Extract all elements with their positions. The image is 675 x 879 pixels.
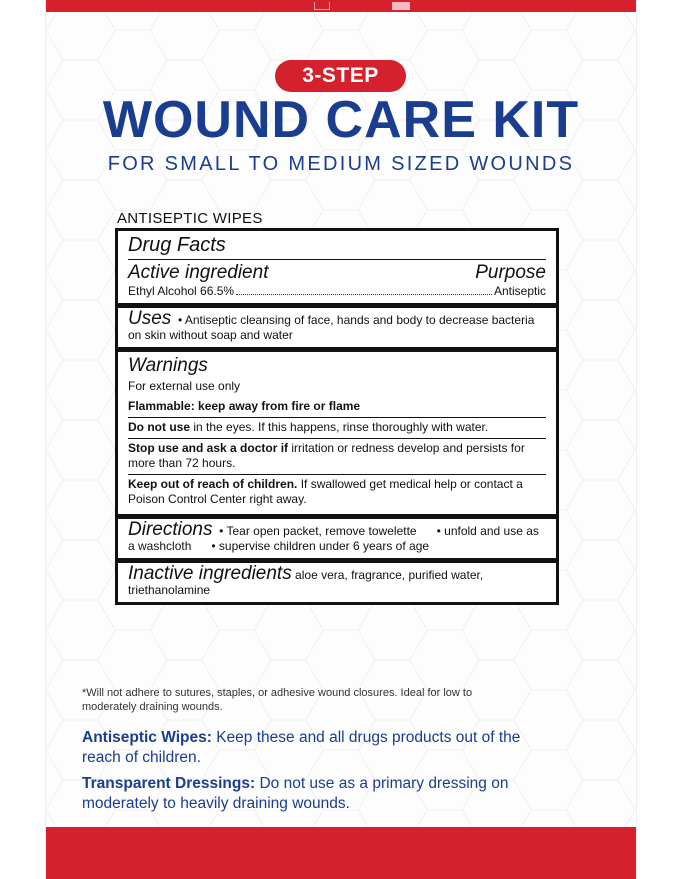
warnings-heading: Warnings xyxy=(128,355,208,376)
flap-mark xyxy=(314,2,330,10)
dressings-note-text: Do not use as a primary dressing on xyxy=(255,775,509,792)
footnote-line-1: *Will not adhere to sutures, staples, or adhesive wound closures. Ideal for low to xyxy=(82,687,473,699)
divider xyxy=(128,259,546,260)
reach-text-2: Poison Control Center right away. xyxy=(128,492,307,506)
stop-use-warning xyxy=(128,438,546,474)
directions-section xyxy=(118,519,556,563)
directions-step-3: • supervise children under 6 years of age xyxy=(211,539,430,553)
inactive-text: aloe vera, fragrance, purified water, xyxy=(291,568,484,582)
stop-use-text: irritation or redness develop and persists for xyxy=(288,441,525,455)
inactive-heading: Inactive ingredients xyxy=(128,563,292,584)
flap-tab xyxy=(392,2,410,10)
top-red-band xyxy=(46,0,636,12)
wipes-note-text: Keep these and all drugs products out of the xyxy=(211,729,521,746)
uses-section xyxy=(118,308,556,352)
directions-step-2-cont: a washcloth xyxy=(128,539,192,553)
dressings-note-text-2: moderately to heavily draining wounds. xyxy=(82,795,350,812)
stop-use-text-2: more than 72 hours. xyxy=(128,456,236,470)
dressings-note-lead: Transparent Dressings: xyxy=(82,775,256,792)
footnote xyxy=(82,686,602,714)
purpose-heading: Purpose xyxy=(475,262,546,283)
leader-dots xyxy=(236,294,492,295)
drug-facts-box xyxy=(115,228,559,605)
reach-lead: Keep out of reach of children. xyxy=(128,477,298,491)
external-use-warning: For external use only xyxy=(128,379,241,393)
directions-heading: Directions xyxy=(128,519,213,540)
active-ingredient: Ethyl Alcohol 66.5% xyxy=(128,284,235,298)
drug-facts-title: Drug Facts xyxy=(128,234,226,256)
do-not-use-warning xyxy=(128,417,546,438)
active-ingredient-heading: Active ingredient xyxy=(128,262,269,283)
reach-text: If swallowed get medical help or contact a xyxy=(297,477,523,491)
directions-step-2: • unfold and use as xyxy=(436,524,539,538)
product-title: WOUND CARE KIT xyxy=(102,91,580,149)
directions-step-1: • Tear open packet, remove towelette xyxy=(219,524,417,538)
inactive-ingredients-section xyxy=(118,563,556,602)
wipes-note-lead: Antiseptic Wipes: xyxy=(82,729,212,746)
product-subtitle: FOR SMALL TO MEDIUM SIZED WOUNDS xyxy=(107,153,575,175)
antiseptic-wipes-note xyxy=(82,728,602,768)
purpose-value: Antiseptic xyxy=(493,284,546,298)
inactive-text-2: triethanolamine xyxy=(128,583,211,597)
bottom-red-band xyxy=(46,827,636,879)
uses-text-2: on skin without soap and water xyxy=(128,328,293,342)
transparent-dressings-note xyxy=(82,774,602,814)
section-label: ANTISEPTIC WIPES xyxy=(117,210,263,227)
warnings-section xyxy=(118,352,556,519)
footnote-line-2: moderately draining wounds. xyxy=(82,701,223,713)
do-not-use-lead: Do not use xyxy=(128,420,190,434)
do-not-use-text: in the eyes. If this happens, rinse thoroughly with water. xyxy=(190,420,489,434)
wipes-note-text-2: reach of children. xyxy=(82,749,201,766)
flammable-warning: Flammable: keep away from fire or flame xyxy=(128,399,361,413)
uses-heading: Uses xyxy=(128,308,172,329)
keep-out-of-reach-warning xyxy=(128,474,546,510)
package-panel xyxy=(46,0,636,879)
step-badge: 3-STEP xyxy=(275,60,406,92)
drug-facts-header-section xyxy=(118,231,556,308)
stop-use-lead: Stop use and ask a doctor if xyxy=(128,441,289,455)
uses-text: • Antiseptic cleansing of face, hands and body to decrease bacteria xyxy=(177,313,535,327)
